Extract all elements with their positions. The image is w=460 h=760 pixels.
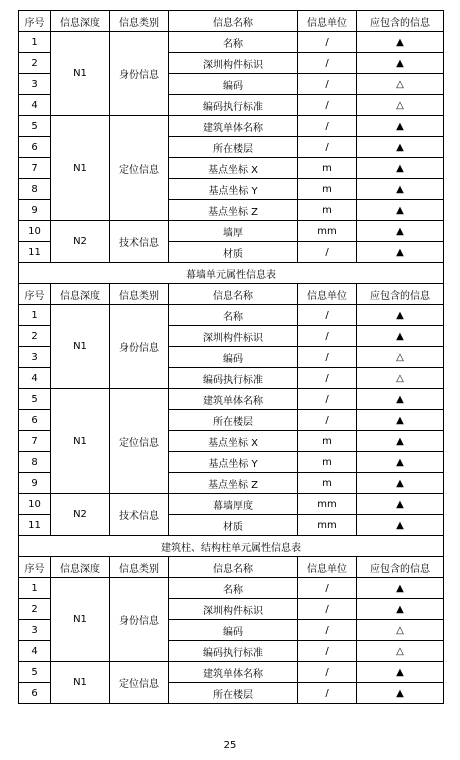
row-category: 定位信息 [110,662,169,704]
row-required: ▲ [357,32,444,53]
table-header-row [19,284,444,305]
row-required: ▲ [357,452,444,473]
row-serial: 1 [19,32,51,53]
row-serial: 7 [19,158,51,179]
row-category: 身份信息 [110,578,169,662]
row-name: 编码 [169,347,298,368]
header-required: 应包含的信息 [357,284,444,305]
table-caption: 幕墙单元属性信息表 [19,263,444,284]
row-unit: / [298,641,357,662]
row-name: 幕墙厚度 [169,494,298,515]
row-category: 身份信息 [110,32,169,116]
attribute-info-table [18,10,444,704]
row-unit: / [298,326,357,347]
row-required: ▲ [357,683,444,704]
row-unit: m [298,179,357,200]
row-name: 编码 [169,74,298,95]
row-serial: 1 [19,578,51,599]
row-name: 建筑单体名称 [169,389,298,410]
row-serial: 5 [19,389,51,410]
row-name: 墙厚 [169,221,298,242]
row-serial: 10 [19,221,51,242]
row-unit: m [298,158,357,179]
row-unit: / [298,347,357,368]
row-unit: / [298,242,357,263]
row-required: ▲ [357,578,444,599]
row-unit: / [298,74,357,95]
row-category: 身份信息 [110,305,169,389]
row-name: 基点坐标 Z [169,473,298,494]
row-serial: 7 [19,431,51,452]
table-row [19,494,444,515]
table-row [19,389,444,410]
row-name: 基点坐标 Y [169,179,298,200]
header-name: 信息名称 [169,557,298,578]
row-required: ▲ [357,221,444,242]
row-required: ▲ [357,473,444,494]
table-row [19,221,444,242]
row-serial: 6 [19,683,51,704]
row-name: 基点坐标 Y [169,452,298,473]
table-header-row [19,557,444,578]
row-serial: 3 [19,347,51,368]
row-name: 深圳构件标识 [169,326,298,347]
row-serial: 4 [19,368,51,389]
row-name: 名称 [169,305,298,326]
row-name: 深圳构件标识 [169,53,298,74]
header-required: 应包含的信息 [357,557,444,578]
table-caption-row [19,263,444,284]
row-required: ▲ [357,137,444,158]
row-required: △ [357,620,444,641]
row-unit: / [298,95,357,116]
row-name: 深圳构件标识 [169,599,298,620]
row-name: 基点坐标 Z [169,200,298,221]
row-required: ▲ [357,326,444,347]
header-category: 信息类别 [110,557,169,578]
row-unit: / [298,599,357,620]
row-serial: 4 [19,641,51,662]
row-required: △ [357,347,444,368]
row-depth: N2 [51,221,110,263]
table-row [19,662,444,683]
table-row [19,305,444,326]
header-depth: 信息深度 [51,284,110,305]
row-unit: / [298,305,357,326]
row-name: 名称 [169,32,298,53]
row-required: ▲ [357,242,444,263]
header-serial: 序号 [19,557,51,578]
row-name: 编码执行标准 [169,641,298,662]
row-unit: / [298,116,357,137]
table-header-row [19,11,444,32]
row-depth: N2 [51,494,110,536]
row-name: 建筑单体名称 [169,116,298,137]
header-unit: 信息单位 [298,284,357,305]
row-unit: / [298,620,357,641]
header-unit: 信息单位 [298,557,357,578]
row-unit: m [298,452,357,473]
header-serial: 序号 [19,11,51,32]
row-required: ▲ [357,158,444,179]
row-required: ▲ [357,515,444,536]
header-depth: 信息深度 [51,557,110,578]
table-caption-row [19,536,444,557]
row-depth: N1 [51,578,110,662]
row-required: ▲ [357,662,444,683]
row-serial: 9 [19,473,51,494]
row-name: 编码执行标准 [169,368,298,389]
row-required: ▲ [357,599,444,620]
row-name: 编码执行标准 [169,95,298,116]
row-required: ▲ [357,431,444,452]
row-required: △ [357,95,444,116]
row-unit: / [298,32,357,53]
header-unit: 信息单位 [298,11,357,32]
row-depth: N1 [51,305,110,389]
row-unit: / [298,137,357,158]
row-name: 材质 [169,242,298,263]
row-required: △ [357,641,444,662]
row-name: 所在楼层 [169,683,298,704]
row-category: 技术信息 [110,494,169,536]
row-required: △ [357,368,444,389]
table-row [19,32,444,53]
header-depth: 信息深度 [51,11,110,32]
header-required: 应包含的信息 [357,11,444,32]
row-unit: mm [298,494,357,515]
row-name: 名称 [169,578,298,599]
row-required: ▲ [357,389,444,410]
header-name: 信息名称 [169,11,298,32]
row-name: 编码 [169,620,298,641]
row-serial: 11 [19,242,51,263]
row-required: ▲ [357,494,444,515]
row-required: ▲ [357,53,444,74]
table-row [19,578,444,599]
row-serial: 6 [19,137,51,158]
row-name: 基点坐标 X [169,158,298,179]
row-required: ▲ [357,200,444,221]
row-unit: m [298,473,357,494]
row-serial: 3 [19,74,51,95]
row-unit: m [298,431,357,452]
row-unit: mm [298,221,357,242]
table-caption: 建筑柱、结构柱单元属性信息表 [19,536,444,557]
table-row [19,116,444,137]
row-required: △ [357,74,444,95]
row-serial: 5 [19,662,51,683]
row-required: ▲ [357,305,444,326]
header-category: 信息类别 [110,11,169,32]
row-required: ▲ [357,116,444,137]
row-name: 所在楼层 [169,137,298,158]
row-depth: N1 [51,116,110,221]
row-category: 定位信息 [110,116,169,221]
row-serial: 10 [19,494,51,515]
row-depth: N1 [51,32,110,116]
row-unit: / [298,410,357,431]
row-serial: 1 [19,305,51,326]
row-unit: m [298,200,357,221]
row-name: 基点坐标 X [169,431,298,452]
row-required: ▲ [357,410,444,431]
row-depth: N1 [51,389,110,494]
header-serial: 序号 [19,284,51,305]
row-name: 建筑单体名称 [169,662,298,683]
row-unit: / [298,53,357,74]
row-serial: 2 [19,599,51,620]
row-unit: mm [298,515,357,536]
row-serial: 6 [19,410,51,431]
header-category: 信息类别 [110,284,169,305]
row-required: ▲ [357,179,444,200]
row-serial: 8 [19,179,51,200]
row-serial: 3 [19,620,51,641]
row-serial: 11 [19,515,51,536]
row-category: 定位信息 [110,389,169,494]
page-number: 25 [223,740,237,751]
row-unit: / [298,578,357,599]
row-name: 所在楼层 [169,410,298,431]
row-name: 材质 [169,515,298,536]
row-serial: 8 [19,452,51,473]
row-category: 技术信息 [110,221,169,263]
row-serial: 2 [19,326,51,347]
row-unit: / [298,368,357,389]
row-unit: / [298,389,357,410]
row-serial: 9 [19,200,51,221]
row-serial: 4 [19,95,51,116]
row-serial: 5 [19,116,51,137]
row-unit: / [298,683,357,704]
row-unit: / [298,662,357,683]
header-name: 信息名称 [169,284,298,305]
row-serial: 2 [19,53,51,74]
row-depth: N1 [51,662,110,704]
